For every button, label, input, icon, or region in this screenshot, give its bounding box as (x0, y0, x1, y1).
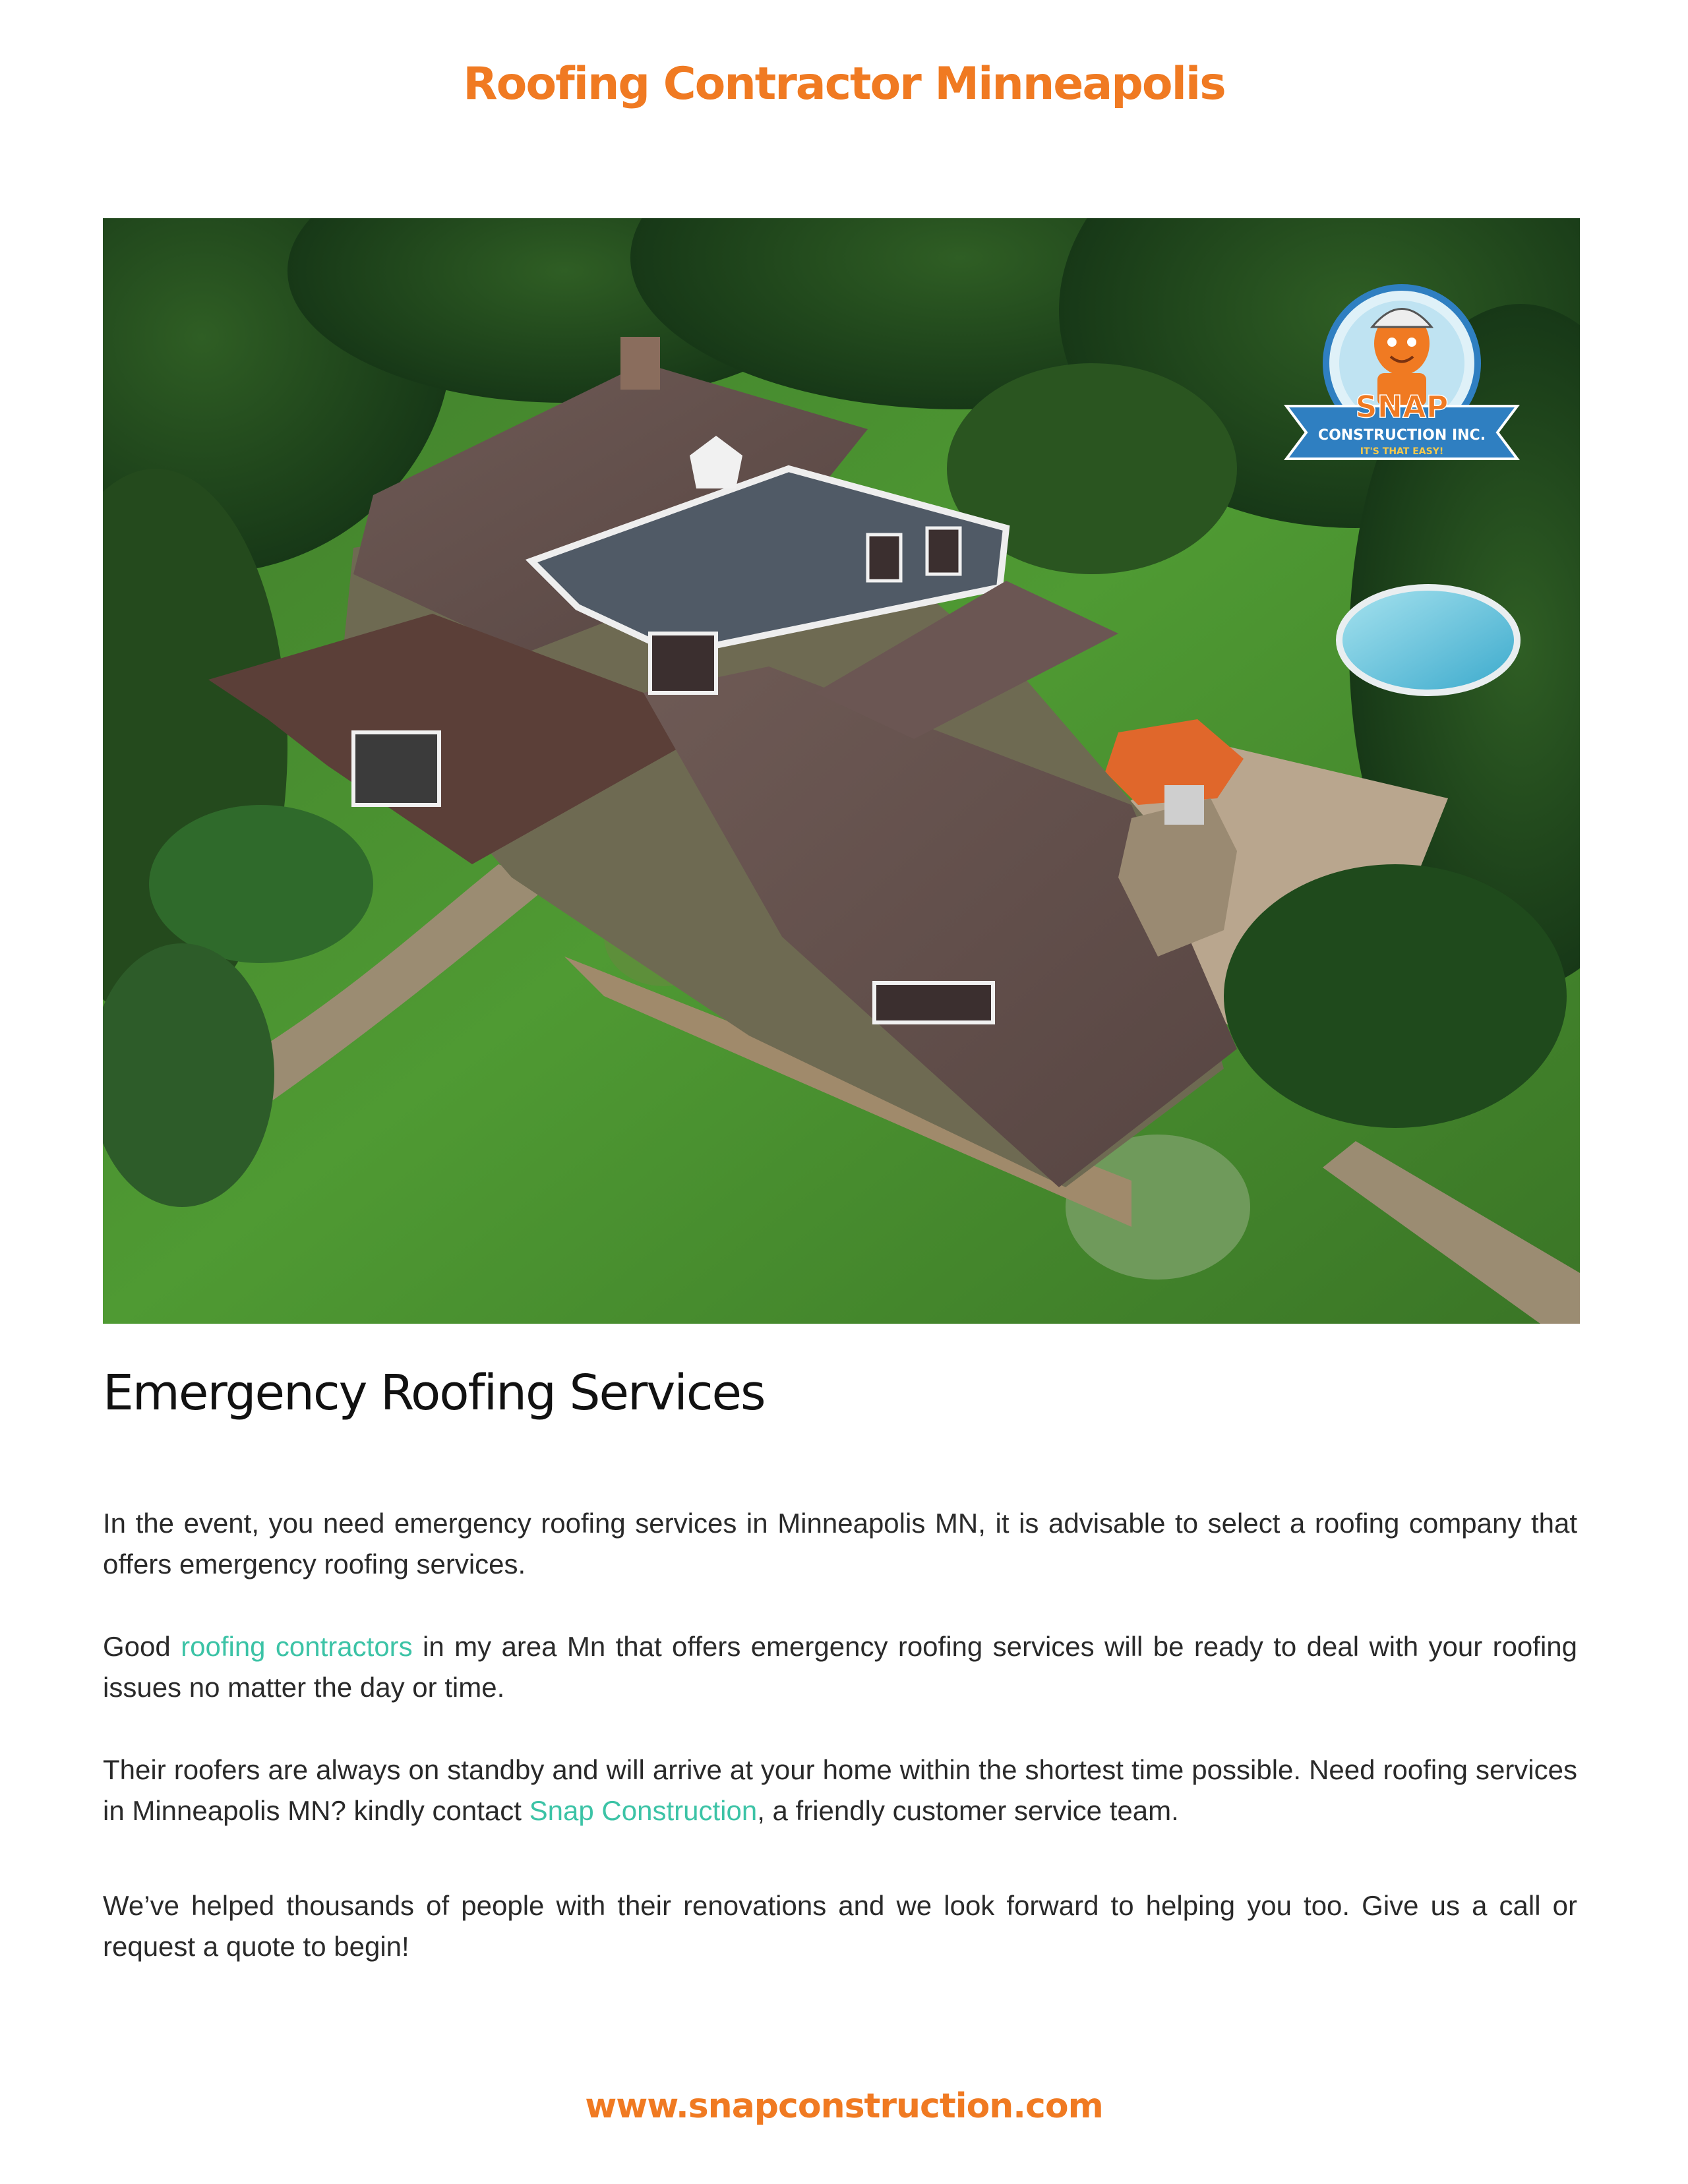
roofing-contractors-link[interactable]: roofing contractors (181, 1631, 413, 1662)
footer-website-url: www.snapconstruction.com (585, 2086, 1103, 2126)
paragraph-2-text-start: Good (103, 1631, 181, 1662)
paragraph-3-text-end: , a friendly customer service team. (757, 1795, 1179, 1826)
paragraph-3 (103, 1750, 1577, 1831)
logo-tagline: IT'S THAT EASY! (1360, 446, 1444, 457)
paragraph-2 (103, 1626, 1577, 1708)
paragraph-2-text-end: in my area Mn that offers emergency roofing services will be ready to deal with your roofing issues no matter the day or time. (103, 1631, 1577, 1703)
logo-subtitle: CONSTRUCTION INC. (1317, 427, 1486, 444)
snap-construction-logo (1273, 264, 1530, 475)
snap-construction-link[interactable]: Snap Construction (529, 1795, 758, 1826)
document-title: Roofing Contractor Minneapolis (463, 58, 1225, 110)
paragraph-3-text-start: Their roofers are always on standby and will arrive at your home within the shortest time possible. Need roofing services in Minneapolis MN? kindly contact (103, 1754, 1577, 1826)
aerial-house-photo (103, 218, 1580, 1324)
logo-brand: SNAP (1355, 389, 1449, 425)
paragraph-1: In the event, you need emergency roofing services in Minneapolis MN, it is advisable to select a roofing company that offers emergency roofing services. (103, 1508, 1577, 1579)
section-heading: Emergency Roofing Services (103, 1365, 765, 1421)
paragraph-4: We’ve helped thousands of people with their renovations and we look forward to helping you too. Give us a call or request a quote to begin! (103, 1890, 1577, 1962)
